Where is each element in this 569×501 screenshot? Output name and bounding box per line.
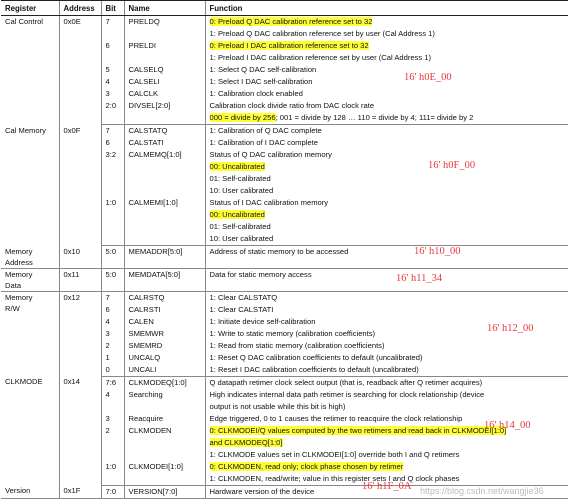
field-name: SMEMRD [124,340,205,352]
red-annotation: 16' h1F_0A [362,481,412,492]
field-name [124,233,205,246]
highlighted-function-text: and CLKMODEQ[1:0] [209,437,283,447]
register-address: 0x0F [59,125,101,246]
red-annotation: 16' h0E_00 [404,72,452,83]
function-cell [205,28,568,40]
register-name: Version [5,486,31,495]
function-cell [205,64,568,76]
register-address: 0x14 [59,376,101,485]
bit-field: 7 [101,291,124,304]
bit-field [101,209,124,221]
function-cell [205,437,568,449]
bit-field: 0 [101,364,124,377]
register-name: Memory Address [5,246,33,267]
function-cell [205,149,568,161]
register-name: Cal Memory [5,125,46,135]
function-cell [205,137,568,149]
bit-field [101,233,124,246]
function-text: Status of Q DAC calibration memory [209,150,332,159]
function-cell [205,389,568,401]
function-text: 1: Reset Q DAC calibration coefficients to default (uncalibrated) [209,352,423,362]
field-name: CALMEMI[1:0] [124,197,205,209]
function-text: 1: Clear CALSTATQ [209,292,278,302]
function-text: Calibration clock divide ratio from DAC clock rate [209,101,375,110]
highlighted-function-text: 00: Uncalibrated [209,210,265,219]
bit-field: 6 [101,304,124,316]
function-text: 1: Clear CALSTATI [209,304,274,314]
field-name [124,112,205,125]
highlighted-function-text: 00: Uncalibrated [209,162,265,171]
bit-field: 3 [101,328,124,340]
function-cell [205,291,568,304]
table-row [1,246,568,269]
function-text: Edge triggered, 0 to 1 causes the retimer to reacquire the clock relationship [209,413,463,423]
function-cell [205,364,568,377]
field-name: CALRSTQ [124,291,205,304]
red-annotation: 16' h10_00 [414,246,461,257]
field-name [124,52,205,64]
function-cell [205,352,568,364]
field-name [124,401,205,413]
table-row [1,376,568,389]
bit-field: 4 [101,76,124,88]
field-name [124,437,205,449]
highlighted-function-text: 000 = divide by 256 [209,113,276,122]
bit-field [101,28,124,40]
function-text: 1: Initiate device self-calibration [209,316,316,326]
bit-field: 3 [101,88,124,100]
function-text: Status of I DAC calibration memory [209,198,329,207]
header-bit: Bit [101,1,124,16]
bit-field [101,437,124,449]
table-row [1,268,568,291]
bit-field [101,112,124,125]
function-text: Q datapath retimer clock select output (that is, readback after Q retimer acquires) [209,377,483,387]
function-text: 1: Select I DAC self-calibration [209,77,313,86]
bit-field: 7:0 [101,485,124,498]
field-name: DIVSEL[2:0] [124,100,205,112]
watermark: https://blog.csdn.net/wangjie36 [420,486,544,496]
field-name: SMEMWR [124,328,205,340]
function-cell [205,304,568,316]
function-cell [205,233,568,246]
function-cell [205,173,568,185]
register-address: 0x1F [59,485,101,498]
field-name: MEMADDR[5:0] [124,246,205,269]
bit-field: 4 [101,389,124,401]
register-name: Memory R/W [5,292,33,313]
bit-field [101,161,124,173]
field-name [124,209,205,221]
function-text: output is not usable while this bit is high) [209,401,346,411]
function-text: Hardware version of the device [209,486,315,496]
function-cell [205,449,568,461]
register-address: 0x11 [59,268,101,291]
function-text: 1: CLKMODEN, read/write; value in this register sets I and Q clock phases [209,473,460,483]
table-row [1,291,568,304]
function-text: 1: Preload I DAC calibration reference set by user (Cal Address 1) [209,53,432,62]
field-name: PRELDI [124,40,205,52]
header-name: Name [124,1,205,16]
table-body [1,16,568,499]
register-address: 0x10 [59,246,101,269]
bit-field: 7 [101,125,124,138]
red-annotation: 16' h14_00 [484,420,531,431]
field-name: PRELDQ [124,16,205,29]
function-cell [205,125,568,138]
bit-field: 6 [101,40,124,52]
function-cell [205,401,568,413]
highlighted-function-text: 0: CLKMODEN, read only; clock phase chosen by retimer [209,461,404,471]
bit-field: 5:0 [101,268,124,291]
field-name: CALEN [124,316,205,328]
field-name: UNCALQ [124,352,205,364]
bit-field [101,449,124,461]
field-name [124,473,205,486]
register-name-cell [1,291,59,376]
bit-field [101,185,124,197]
function-text: 10: User calibrated [209,234,274,243]
function-cell [205,40,568,52]
function-cell [205,100,568,112]
function-text: 1: Read from static memory (calibration coefficients) [209,340,385,350]
field-name: CLKMODEN [124,425,205,437]
function-text: 01: Self-calibrated [209,174,271,183]
field-name: CALMEMQ[1:0] [124,149,205,161]
function-text: 1: Reset I DAC calibration coefficients to default (uncalibrated) [209,364,419,374]
function-cell [205,268,568,291]
field-name [124,185,205,197]
header-function: Function [205,1,568,16]
red-annotation: 16' h12_00 [487,323,534,334]
function-cell [205,246,568,269]
function-text: 1: CLKMODE values set in CLKMODEI[1:0] override both I and Q retimers [209,449,460,459]
bit-field: 6 [101,137,124,149]
field-name: CALSTATQ [124,125,205,138]
field-name: CALSTATI [124,137,205,149]
function-text: High indicates internal data path retimer is searching for clock relationship (device [209,389,485,399]
function-cell [205,461,568,473]
function-text: Data for static memory access [209,269,312,279]
function-text: 1: Calibration clock enabled [209,89,303,98]
function-text: Address of static memory to be accessed [209,247,349,256]
header-address: Address [59,1,101,16]
table-row [1,125,568,138]
bit-field [101,52,124,64]
bit-field: 3 [101,413,124,425]
bit-field: 2 [101,340,124,352]
function-cell [205,340,568,352]
field-name: CLKMODEQ[1:0] [124,376,205,389]
register-name: Cal Control [5,17,43,26]
function-cell [205,161,568,173]
bit-field [101,173,124,185]
field-name: UNCALI [124,364,205,377]
function-cell [205,197,568,209]
bit-field [101,401,124,413]
highlighted-function-text: 0: Preload Q DAC calibration reference set to 32 [209,17,373,26]
function-text: 1: Write to static memory (calibration coefficients) [209,328,376,338]
register-name-cell [1,268,59,291]
register-name-cell [1,125,59,246]
register-name-cell [1,485,59,498]
bit-field: 5 [101,64,124,76]
function-text: 1: Calibration of I DAC complete [209,138,318,147]
register-table [1,0,568,499]
function-text: 1: Preload Q DAC calibration reference set by user (Cal Address 1) [209,29,435,38]
table-header-row [1,1,568,16]
field-name [124,449,205,461]
function-cell [205,88,568,100]
function-cell [205,16,568,29]
field-name: CLKMODEI[1:0] [124,461,205,473]
field-name: Searching [124,389,205,401]
bit-field [101,221,124,233]
register-name-cell [1,16,59,125]
highlighted-function-text: 0: Preload I DAC calibration reference set to 32 [209,41,369,50]
field-name: MEMDATA[5:0] [124,268,205,291]
bit-field: 1:0 [101,197,124,209]
table-row [1,16,568,29]
red-annotation: 16' h11_34 [396,273,443,284]
field-name [124,28,205,40]
function-cell [205,209,568,221]
field-name: CALRSTI [124,304,205,316]
bit-field: 7 [101,16,124,29]
function-text: 10: User calibrated [209,186,274,195]
field-name: CALSELQ [124,64,205,76]
bit-field: 1 [101,352,124,364]
header-register: Register [1,1,59,16]
function-text: 1: Select Q DAC self-calibration [209,65,317,74]
function-cell [205,76,568,88]
register-address: 0x0E [59,16,101,125]
field-name: Reacquire [124,413,205,425]
bit-field: 4 [101,316,124,328]
register-name: CLKMODE [5,377,43,386]
function-cell [205,376,568,389]
bit-field: 3:2 [101,149,124,161]
function-text-tail: ; 001 = divide by 128 … 110 = divide by 4; 111= divide by 2 [275,113,474,122]
field-name [124,161,205,173]
red-annotation: 16' h0F_00 [428,160,476,171]
register-name-cell [1,246,59,269]
register-name: Memory Data [5,269,33,290]
register-address: 0x12 [59,291,101,376]
bit-field: 1:0 [101,461,124,473]
register-name-cell [1,376,59,485]
field-name [124,173,205,185]
bit-field: 2 [101,425,124,437]
function-cell [205,112,568,125]
highlighted-function-text: 0: CLKMODEI/Q values computed by the two retimers and read back in CLKMODEI[1:0] [209,425,507,435]
field-name: CALSELI [124,76,205,88]
function-cell [205,52,568,64]
bit-field: 2:0 [101,100,124,112]
field-name: CALCLK [124,88,205,100]
field-name: VERSION[7:0] [124,485,205,498]
function-text: 1: Calibration of Q DAC complete [209,126,322,135]
bit-field: 7:6 [101,376,124,389]
bit-field [101,473,124,486]
function-cell [205,185,568,197]
bit-field: 5:0 [101,246,124,269]
field-name [124,221,205,233]
function-cell [205,221,568,233]
function-text: 01: Self-calibrated [209,222,271,231]
